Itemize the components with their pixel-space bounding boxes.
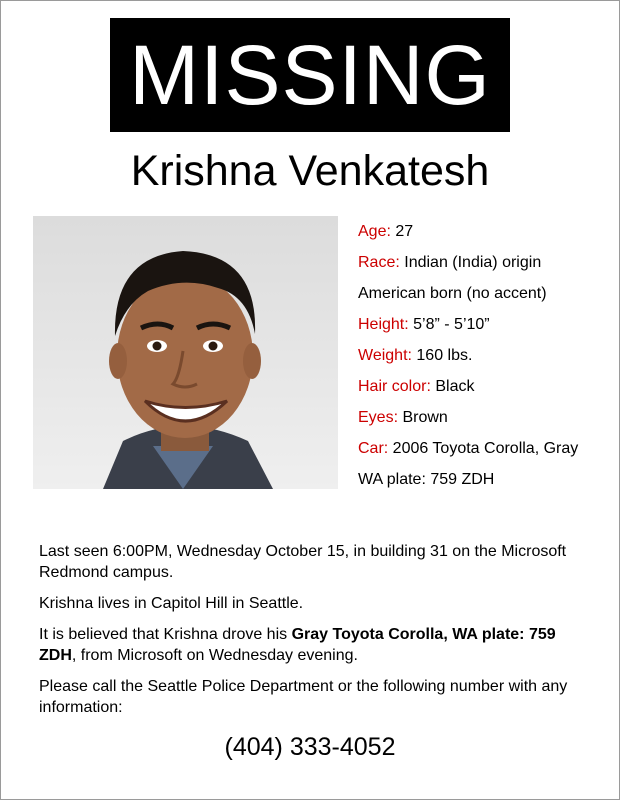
detail-age (358, 216, 620, 247)
vehicle-text-end: , from Microsoft on Wednesday evening. (71, 647, 358, 664)
detail-weight (358, 340, 620, 371)
detail-value: 27 (390, 223, 414, 240)
person-name: Krishna Venkatesh (130, 147, 490, 195)
detail-value: Indian (India) origin (399, 254, 542, 271)
detail-label: Race: (358, 254, 400, 271)
detail-value: American born (no accent) (358, 285, 547, 302)
detail-label: Weight: (358, 347, 412, 364)
detail-eyes (358, 402, 620, 433)
residence-paragraph: Krishna lives in Capitol Hill in Seattle. (39, 595, 304, 612)
detail-hair (358, 371, 620, 402)
phone-number: (404) 333-4052 (224, 733, 396, 761)
detail-label: Age: (358, 223, 391, 240)
vehicle-text-start: It is believed that Krishna drove his (39, 626, 292, 643)
vehicle-paragraph (39, 624, 584, 666)
detail-car (358, 433, 620, 464)
detail-label: Eyes: (358, 409, 399, 426)
detail-value: 5’8” - 5’10” (408, 316, 490, 333)
detail-value: WA plate: 759 ZDH (358, 471, 495, 488)
detail-value: 2006 Toyota Corolla, Gray (388, 440, 579, 457)
details-list (358, 216, 620, 495)
detail-label: Car: (358, 440, 389, 457)
detail-origin (358, 278, 620, 309)
detail-value: 160 lbs. (411, 347, 473, 364)
last-seen-paragraph: Last seen 6:00PM, Wednesday October 15, in building 31 on the Microsoft Redmond campus. (39, 543, 567, 581)
missing-banner: MISSING (110, 18, 510, 132)
detail-value: Brown (398, 409, 448, 426)
description (39, 541, 584, 728)
detail-race (358, 247, 620, 278)
detail-label: Hair color: (358, 378, 431, 395)
detail-label: Height: (358, 316, 409, 333)
contact-paragraph: Please call the Seattle Police Department or the following number with any information: (39, 678, 568, 716)
vehicle-text-bold: Gray Toyota Corolla, WA plate: 759 ZDH (39, 626, 556, 664)
detail-value: Black (430, 378, 475, 395)
person-photo (33, 216, 338, 489)
detail-plate (358, 464, 620, 495)
detail-height (358, 309, 620, 340)
